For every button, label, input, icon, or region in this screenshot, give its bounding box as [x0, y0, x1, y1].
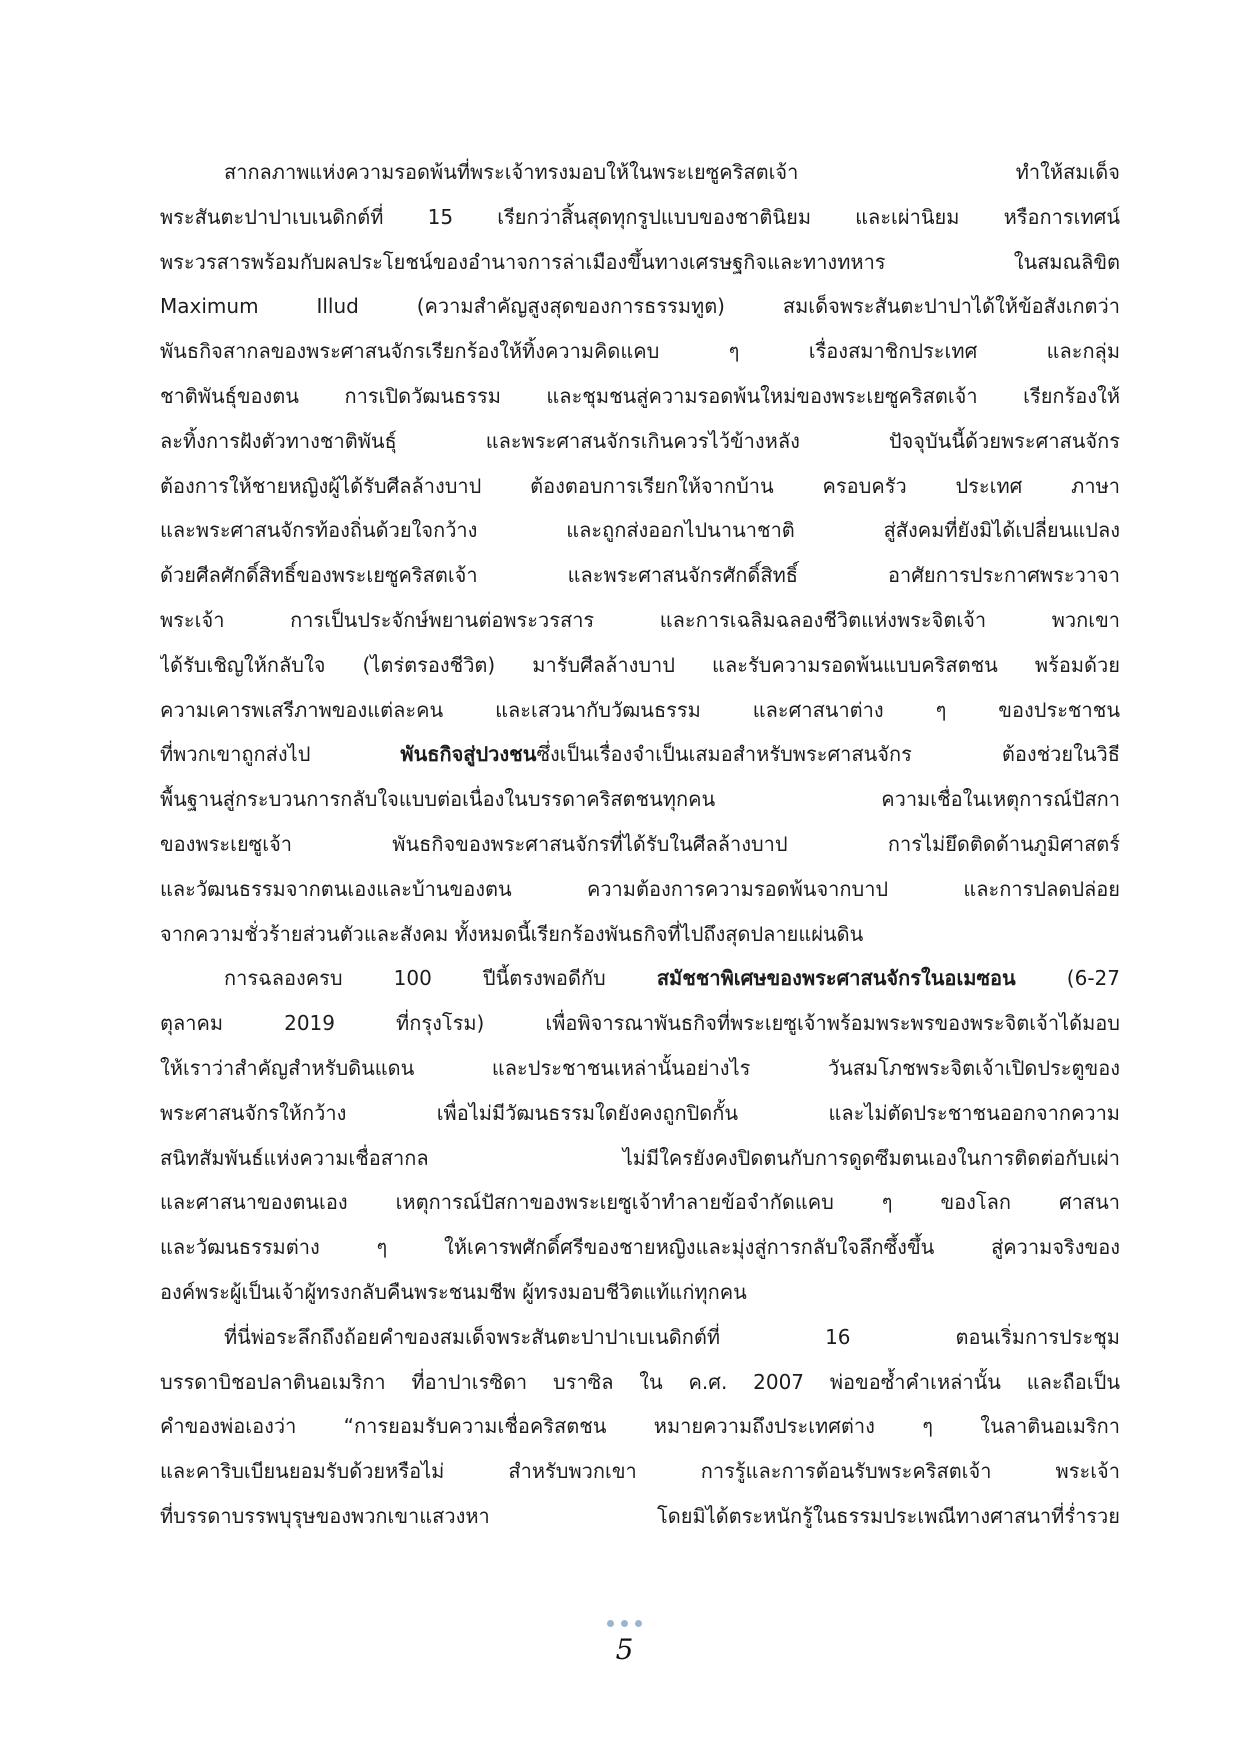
text-line: และวัฒนธรรมต่าง ๆ ให้เคารพศักดิ์ศรีของชายหญิงและมุ่งสู่การกลับใจลึกซึ้งขึ้น สู่ความจริงของ: [160, 1235, 1120, 1260]
text-line: และคาริบเบียนยอมรับด้วยหรือไม่ สำหรับพวกเขา การรู้และการต้อนรับพระคริสตเจ้า พระเจ้า: [160, 1459, 1120, 1484]
text-line: องค์พระผู้เป็นเจ้าผู้ทรงกลับคืนพระชนมชีพ ผู้ทรงมอบชีวิตแท้แก่ทุกคน: [160, 1279, 747, 1304]
paragraph-2: [160, 956, 1120, 1314]
text-line: ตุลาคม 2019 ที่กรุงโรม) เพื่อพิจารณาพันธกิจที่พระเยซูเจ้าพร้อมพระพรของพระจิตเจ้าได้มอบ: [160, 1011, 1120, 1036]
page-body: [160, 150, 1120, 1539]
text-line: ต้องการให้ชายหญิงผู้ได้รับศีลล้างบาป ต้องตอบการเรียกให้จากบ้าน ครอบครัว ประเทศ ภาษา: [160, 473, 1120, 498]
text-line: และพระศาสนจักรท้องถิ่นด้วยใจกว้าง และถูกส่งออกไปนานาชาติ สู่สังคมที่ยังมิได้เปลี่ยนแปลง: [160, 518, 1120, 543]
text-line: ด้วยศีลศักดิ์สิทธิ์ของพระเยซูคริสตเจ้า และพระศาสนจักรศักดิ์สิทธิ์ อาศัยการประกาศพระวาจา: [160, 563, 1120, 588]
text-run: ซึ่งเป็นเรื่องจำเป็นเสมอสำหรับพระศาสนจักร ต้องช่วยในวิธี: [536, 742, 1120, 767]
dot: [621, 1620, 628, 1627]
text-run: ที่พวกเขาถูกส่งไป: [160, 742, 401, 767]
paragraph-3: [160, 1315, 1120, 1539]
text-line: และวัฒนธรรมจากตนเองและบ้านของตน ความต้องการความรอดพ้นจากบาป และการปลดปล่อย: [160, 876, 1120, 901]
text-line: พระสันตะปาปาเบเนดิกต์ที่ 15 เรียกว่าสิ้นสุดทุกรูปแบบของชาตินิยม และเผ่านิยม หรือการเทศน์: [160, 204, 1120, 229]
text-line: สากลภาพแห่งความรอดพ้นที่พระเจ้าทรงมอบให้ในพระเยซูคริสตเจ้า ทำให้สมเด็จ: [224, 160, 1120, 184]
text-line: บรรดาบิชอปลาตินอเมริกา ที่อาปาเรซิดา บราซิล ใน ค.ศ. 2007 พ่อขอซ้ำคำเหล่านั้น และถือเป็น: [160, 1369, 1120, 1394]
text-line: ชาติพันธุ์ของตน การเปิดวัฒนธรรม และชุมชนสู่ความรอดพ้นใหม่ของพระเยซูคริสตเจ้า เรียกร้องให้: [160, 383, 1120, 408]
paragraph-1: [160, 150, 1120, 956]
text-line: พระวรสารพร้อมกับผลประโยชน์ของอำนาจการล่าเมืองขึ้นทางเศรษฐกิจและทางทหาร ในสมณลิขิต: [160, 249, 1120, 274]
text-line: ของพระเยซูเจ้า พันธกิจของพระศาสนจักรที่ได้รับในศีลล้างบาป การไม่ยึดติดด้านภูมิศาสตร์: [160, 831, 1120, 856]
text-run: การฉลองครบ 100 ปีนี้ตรงพอดีกับ: [224, 966, 657, 991]
text-line: ละทิ้งการฝังตัวทางชาติพันธุ์ และพระศาสนจักรเกินควรไว้ข้างหลัง ปัจจุบันนี้ด้วยพระศาสนจักร: [160, 428, 1120, 453]
text-line: คำของพ่อเองว่า “การยอมรับความเชื่อคริสตชน หมายความถึงประเทศต่าง ๆ ในลาตินอเมริกา: [160, 1414, 1120, 1439]
text-line: สนิทสัมพันธ์แห่งความเชื่อสากล ไม่มีใครยังคงปิดตนกับการดูดซึมตนเองในการติดต่อกับเผ่า: [160, 1145, 1120, 1170]
ellipsis-dots-icon: [8, 1620, 1241, 1632]
text-line: พื้นฐานสู่กระบวนการกลับใจแบบต่อเนื่องในบรรดาคริสตชนทุกคน ความเชื่อในเหตุการณ์ปัสกา: [160, 787, 1120, 812]
text-line: Maximum Illud (ความสำคัญสูงสุดของการธรรมทูต) สมเด็จพระสันตะปาปาได้ให้ข้อสังเกตว่า: [160, 294, 1120, 319]
text-line: และศาสนาของตนเอง เหตุการณ์ปัสกาของพระเยซูเจ้าทำลายข้อจำกัดแคบ ๆ ของโลก ศาสนา: [160, 1190, 1120, 1215]
text-line: ความเคารพเสรีภาพของแต่ละคน และเสวนากับวัฒนธรรม และศาสนาต่าง ๆ ของประชาชน: [160, 697, 1120, 722]
bold-phrase-mission-to-all: พันธกิจสู่ปวงชน: [400, 742, 537, 767]
text-run: (6-27: [1015, 966, 1120, 991]
page-number: 5: [615, 1633, 634, 1666]
dot: [635, 1620, 642, 1627]
text-line: ให้เราว่าสำคัญสำหรับดินแดน และประชาชนเหล่านั้นอย่างไร วันสมโภชพระจิตเจ้าเปิดประตูของ: [160, 1055, 1120, 1080]
text-line: ที่บรรดาบรรพบุรุษของพวกเขาแสวงหา โดยมิได้ตระหนักรู้ในธรรมประเพณีทางศาสนาที่ร่ำรวย: [160, 1503, 1120, 1528]
text-line: จากความชั่วร้ายส่วนตัวและสังคม ทั้งหมดนี้เรียกร้องพันธกิจที่ไปถึงสุดปลายแผ่นดิน: [160, 921, 864, 946]
text-line-with-bold: [160, 732, 1120, 777]
page-footer: [0, 1620, 1241, 1668]
text-line: ได้รับเชิญให้กลับใจ (ไตร่ตรองชีวิต) มารับศีลล้างบาป และรับความรอดพ้นแบบคริสตชน พร้อมด้วย: [160, 652, 1120, 677]
text-line: พระเจ้า การเป็นประจักษ์พยานต่อพระวรสาร และการเฉลิมฉลองชีวิตแห่งพระจิตเจ้า พวกเขา: [160, 607, 1120, 632]
text-line: พันธกิจสากลของพระศาสนจักรเรียกร้องให้ทิ้งความคิดแคบ ๆ เรื่องสมาชิกประเทศ และกลุ่ม: [160, 339, 1120, 364]
text-line: พระศาสนจักรให้กว้าง เพื่อไม่มีวัฒนธรรมใดยังคงถูกปิดกั้น และไม่ตัดประชาชนออกจากความ: [160, 1100, 1120, 1125]
text-line-with-bold: [160, 956, 1120, 1001]
dot: [607, 1620, 614, 1627]
bold-phrase-amazon-synod: สมัชชาพิเศษของพระศาสนจักรในอเมซอน: [656, 966, 1016, 991]
text-line: ที่นี่พ่อระลึกถึงถ้อยคำของสมเด็จพระสันตะปาปาเบเนดิกต์ที่ 16 ตอนเริ่มการประชุม: [224, 1324, 1120, 1349]
